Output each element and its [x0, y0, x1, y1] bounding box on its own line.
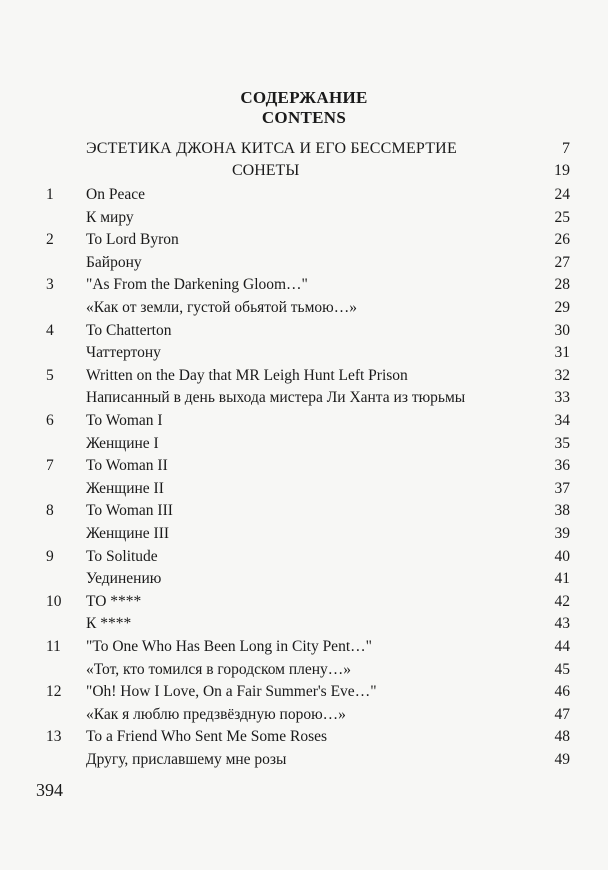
toc-entry [0, 593, 608, 615]
section-page: 7 [562, 140, 570, 157]
entry-title: To Lord Byron [86, 231, 179, 249]
entry-title: «Как от земли, густой обьятой тьмою…» [86, 299, 357, 316]
toc-entry [0, 502, 608, 524]
entry-title: К миру [86, 208, 134, 226]
entry-title: К **** [86, 615, 132, 633]
toc-entry [0, 706, 608, 728]
entry-page: 44 [554, 638, 570, 655]
entry-number: 4 [46, 321, 54, 339]
entry-number: 10 [46, 592, 62, 610]
entry-number: 8 [46, 502, 54, 520]
entry-number: 3 [46, 276, 54, 294]
entry-number: 1 [46, 186, 54, 203]
entry-number: 9 [46, 547, 54, 565]
toc-entry [0, 548, 608, 570]
entry-page: 37 [554, 479, 570, 497]
toc-entry [0, 389, 608, 411]
toc-entry [0, 412, 608, 434]
entry-title: To Woman II [86, 457, 168, 475]
entry-title: «Тот, кто томился в городском плену…» [86, 660, 352, 678]
toc-entry [0, 457, 608, 479]
toc-entry [0, 367, 608, 389]
toc-entry [0, 209, 608, 231]
entry-number: 5 [46, 366, 54, 384]
toc-entry [0, 480, 608, 502]
entry-title: Другу, приславшему мне розы [86, 751, 287, 768]
entry-page: 29 [554, 299, 570, 316]
entry-title: To Chatterton [86, 321, 172, 339]
entry-title: To Woman III [86, 502, 173, 520]
entry-page: 45 [554, 660, 570, 678]
entry-page: 43 [554, 615, 570, 633]
entry-number: 2 [46, 231, 54, 249]
entry-page: 39 [554, 525, 570, 542]
entry-page: 40 [554, 547, 570, 565]
toc-entry [0, 683, 608, 705]
entry-title: "To One Who Has Been Long in City Pent…" [86, 638, 372, 655]
entry-page: 35 [554, 434, 570, 452]
toc-entry [0, 638, 608, 660]
entry-page: 49 [554, 751, 570, 768]
entry-title: Написанный в день выхода мистера Ли Ханта из тюрьмы [86, 389, 466, 407]
toc-entry [0, 322, 608, 344]
toc-entry [0, 299, 608, 321]
entry-page: 26 [554, 231, 570, 249]
entry-title: On Peace [86, 186, 145, 203]
toc-entry [0, 276, 608, 298]
toc-heading-ru: СОДЕРЖАНИЕ [240, 88, 368, 107]
entry-title: Байрону [86, 253, 142, 271]
entry-page: 31 [554, 344, 570, 362]
entry-title: Written on the Day that MR Leigh Hunt Left Prison [86, 366, 408, 384]
entry-page: 46 [554, 683, 570, 701]
entry-page: 47 [554, 705, 570, 723]
entry-page: 33 [554, 389, 570, 407]
entry-page: 36 [554, 457, 570, 475]
entry-title: Уединению [86, 570, 162, 588]
toc-entry [0, 661, 608, 683]
entry-title: Женщине I [86, 434, 159, 452]
entry-number: 12 [46, 683, 62, 701]
toc-entry [0, 615, 608, 637]
toc-entry [0, 254, 608, 276]
entry-number: 11 [46, 638, 61, 655]
entry-title: Чаттертону [86, 344, 161, 362]
toc-entry [0, 728, 608, 750]
entry-title: To Woman I [86, 412, 163, 429]
entry-page: 24 [554, 186, 570, 203]
entry-number: 7 [46, 457, 54, 475]
entry-page: 38 [554, 502, 570, 520]
entry-page: 28 [554, 276, 570, 294]
entry-title: «Как я люблю предзвёздную порою…» [86, 705, 346, 723]
entry-page: 27 [554, 253, 570, 271]
entry-number: 13 [46, 728, 62, 746]
toc-entry [0, 751, 608, 773]
entry-page: 41 [554, 570, 570, 588]
entry-title: To a Friend Who Sent Me Some Roses [86, 728, 328, 746]
entry-title: "Oh! How I Love, On a Fair Summer's Eve…" [86, 683, 377, 701]
toc-entry [0, 186, 608, 208]
entry-title: To Solitude [86, 547, 158, 565]
toc-entry [0, 570, 608, 592]
entry-number: 6 [46, 412, 54, 429]
toc-heading-en: CONTENS [261, 108, 347, 127]
entry-title: TO **** [86, 592, 142, 610]
page-number: 394 [36, 780, 63, 800]
section-page: 19 [554, 162, 570, 179]
entry-page: 48 [554, 728, 570, 746]
toc-entry [0, 435, 608, 457]
toc-entry [0, 344, 608, 366]
entry-page: 42 [554, 592, 570, 610]
entry-title: "As From the Darkening Gloom…" [86, 276, 308, 294]
entry-title: Женщине III [86, 525, 170, 542]
entry-page: 25 [554, 208, 570, 226]
entry-title: Женщине II [86, 479, 164, 497]
entry-page: 34 [554, 412, 570, 429]
section-title: СОНЕТЫ [232, 162, 300, 179]
toc-entry [0, 525, 608, 547]
toc-entry [0, 231, 608, 253]
entry-page: 30 [554, 321, 570, 339]
entry-page: 32 [554, 366, 570, 384]
section-title: ЭСТЕТИКА ДЖОНА КИТСА И ЕГО БЕССМЕРТИЕ [86, 140, 457, 157]
